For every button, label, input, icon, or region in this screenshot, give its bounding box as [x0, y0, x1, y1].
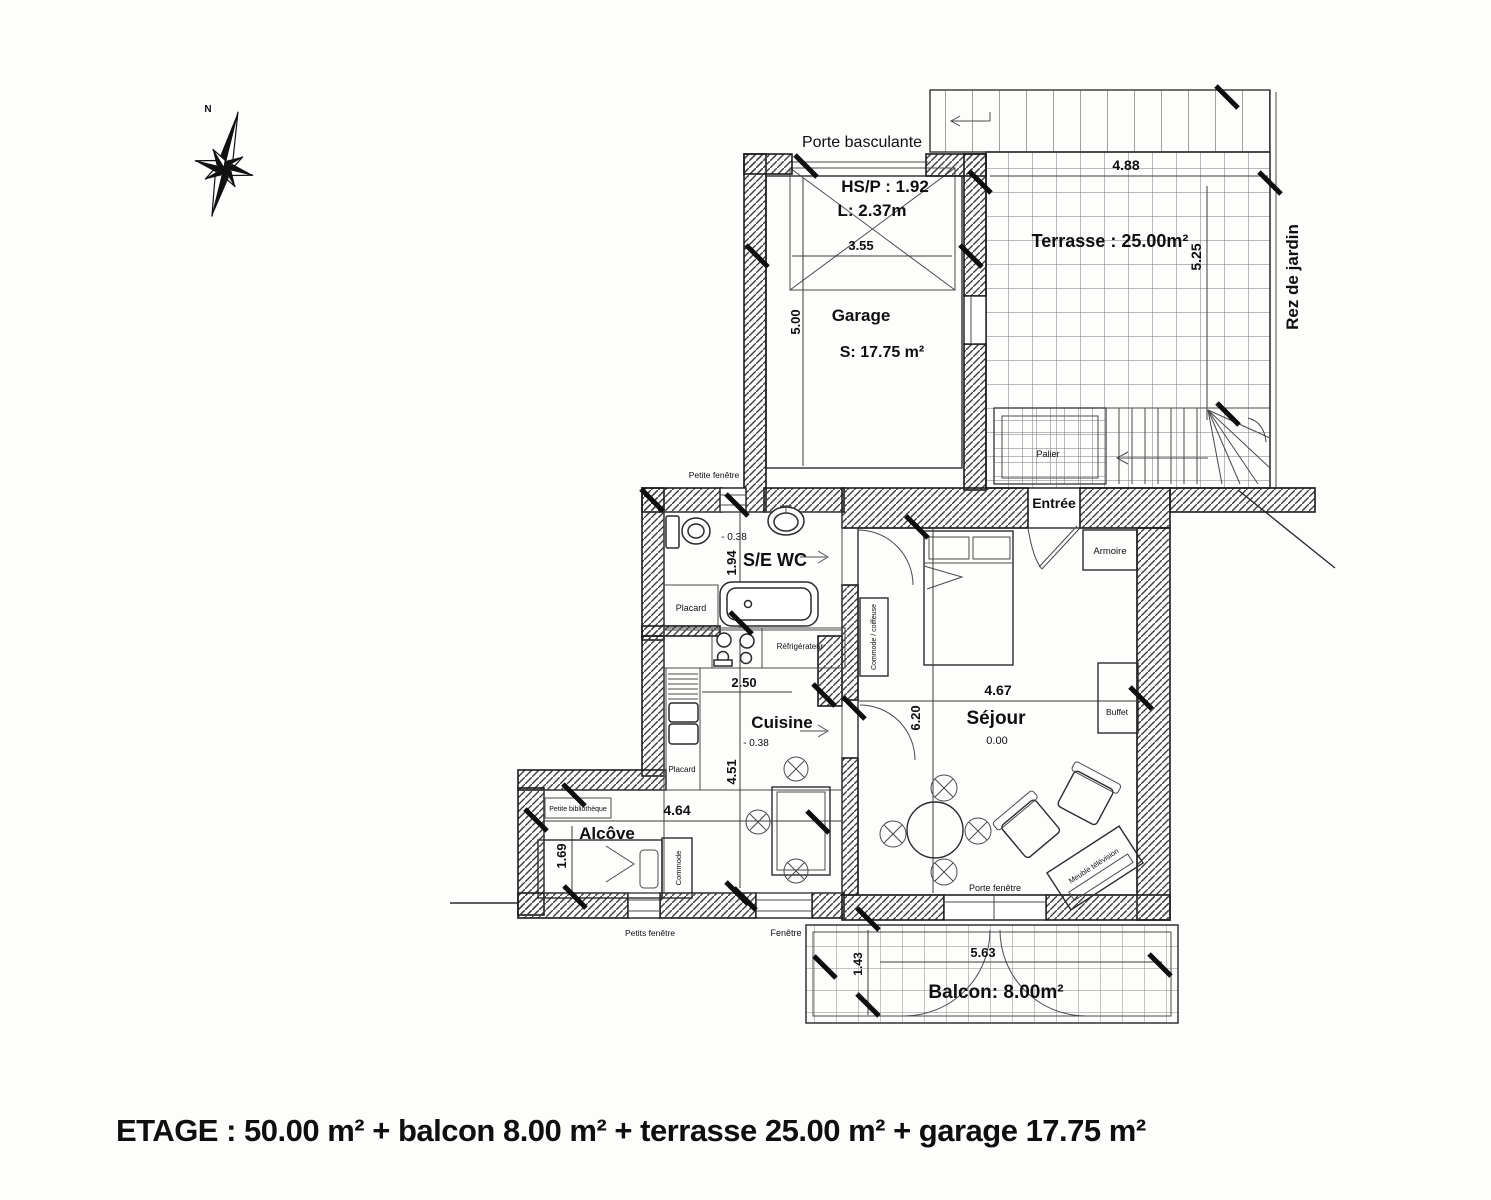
- garage-length-label: L: 2.37m: [837, 201, 907, 220]
- garage-label: Garage: [831, 306, 891, 325]
- sejour-width-dim: 4.67: [984, 682, 1012, 698]
- cuisine-width-dim: 2.50: [731, 675, 757, 690]
- balcon-label: Balcon: 8.00m²: [928, 982, 1064, 1003]
- garage-side-door: [964, 296, 986, 344]
- corridor-door-arc: [858, 530, 913, 585]
- balcon-depth-dim: 1.43: [851, 952, 865, 976]
- palier-label: Palier: [1036, 449, 1060, 459]
- cuisine-level-label: - 0.38: [743, 738, 769, 749]
- cuisine-label: Cuisine: [751, 713, 813, 732]
- wc-window-label: Petite fenêtre: [688, 470, 740, 480]
- tv-unit-label: Meuble télévision: [1066, 846, 1121, 886]
- alcove-label: Alcôve: [579, 824, 635, 843]
- sejour-commode-label: Commode / coiffeuse: [871, 603, 878, 671]
- garden-level-label: Rez de jardin: [1283, 224, 1302, 330]
- sejour-depth-dim: 6.20: [908, 705, 923, 731]
- small-window-bottom: [628, 893, 660, 918]
- room-cuisine: [664, 628, 915, 938]
- wardrobe: [1083, 530, 1137, 570]
- wc-placard-label: Placard: [675, 603, 707, 613]
- wc-closet: [664, 585, 718, 630]
- alcove-window-label: Petits fenêtre: [624, 928, 676, 938]
- north-label: N: [204, 104, 212, 115]
- kitchen-table: [772, 787, 830, 875]
- fridge-label: Réfrigérateur: [776, 642, 824, 651]
- armoire-label: Armoire: [1093, 546, 1127, 557]
- terrasse-width-dim: 4.88: [1112, 157, 1140, 173]
- wc-depth-dim: 1.94: [724, 550, 739, 576]
- alcove-dresser: [662, 838, 692, 898]
- armchair-icon: [992, 790, 1064, 862]
- room-garage: [766, 134, 962, 468]
- alcove-width-dim: 4.64: [663, 802, 691, 818]
- dresser: [860, 598, 888, 676]
- entry-door-arc: [1028, 526, 1080, 569]
- sideboard: [1098, 663, 1138, 733]
- cuisine-depth-dim: 4.51: [724, 759, 739, 785]
- garage-depth-dim: 5.00: [788, 309, 803, 335]
- sejour-label: Séjour: [966, 708, 1026, 729]
- balcon-width-dim: 5.63: [970, 945, 996, 960]
- cuisine-placard-label: Placard: [668, 765, 696, 774]
- garage-door-label: Porte basculante: [801, 134, 923, 151]
- alcove-depth-dim: 1.69: [554, 843, 569, 869]
- round-table-icon: [907, 802, 963, 858]
- entry: [1028, 495, 1080, 569]
- window-bottom: [756, 893, 812, 918]
- wc-label: S/E WC: [742, 550, 808, 570]
- terrasse-depth-dim: 5.25: [1188, 243, 1204, 271]
- garage-area-label: S: 17.75 m²: [839, 344, 925, 361]
- area-summary: ETAGE : 50.00 m² + balcon 8.00 m² + terrasse 25.00 m² + garage 17.75 m²: [116, 1113, 1146, 1148]
- chair-icon: [880, 775, 991, 885]
- bookcase-label: Petite bibliothèque: [549, 806, 607, 813]
- alcove-commode-label: Commode: [674, 850, 683, 886]
- room-balcon: [806, 925, 1178, 1023]
- french-door-label: Porte fenêtre: [968, 883, 1022, 893]
- room-sejour: [858, 528, 1143, 910]
- armchair-icon: [1053, 761, 1121, 828]
- garage-headroom-label: HS/P : 1.92: [841, 177, 929, 196]
- entree-label: Entrée: [1032, 495, 1076, 511]
- terrasse-label: Terrasse : 25.00m²: [1031, 231, 1189, 251]
- bed-icon: [924, 531, 1013, 665]
- compass-rose-icon: [183, 104, 267, 223]
- garage-width-dim: 3.55: [848, 238, 874, 253]
- toilet-icon: [666, 516, 710, 548]
- buffet-label: Buffet: [1105, 707, 1129, 717]
- window-label: Fenêtre: [770, 928, 802, 938]
- wc-level-label: - 0.38: [721, 532, 747, 543]
- sejour-level-label: 0.00: [986, 735, 1008, 747]
- french-door-opening: [944, 895, 1046, 920]
